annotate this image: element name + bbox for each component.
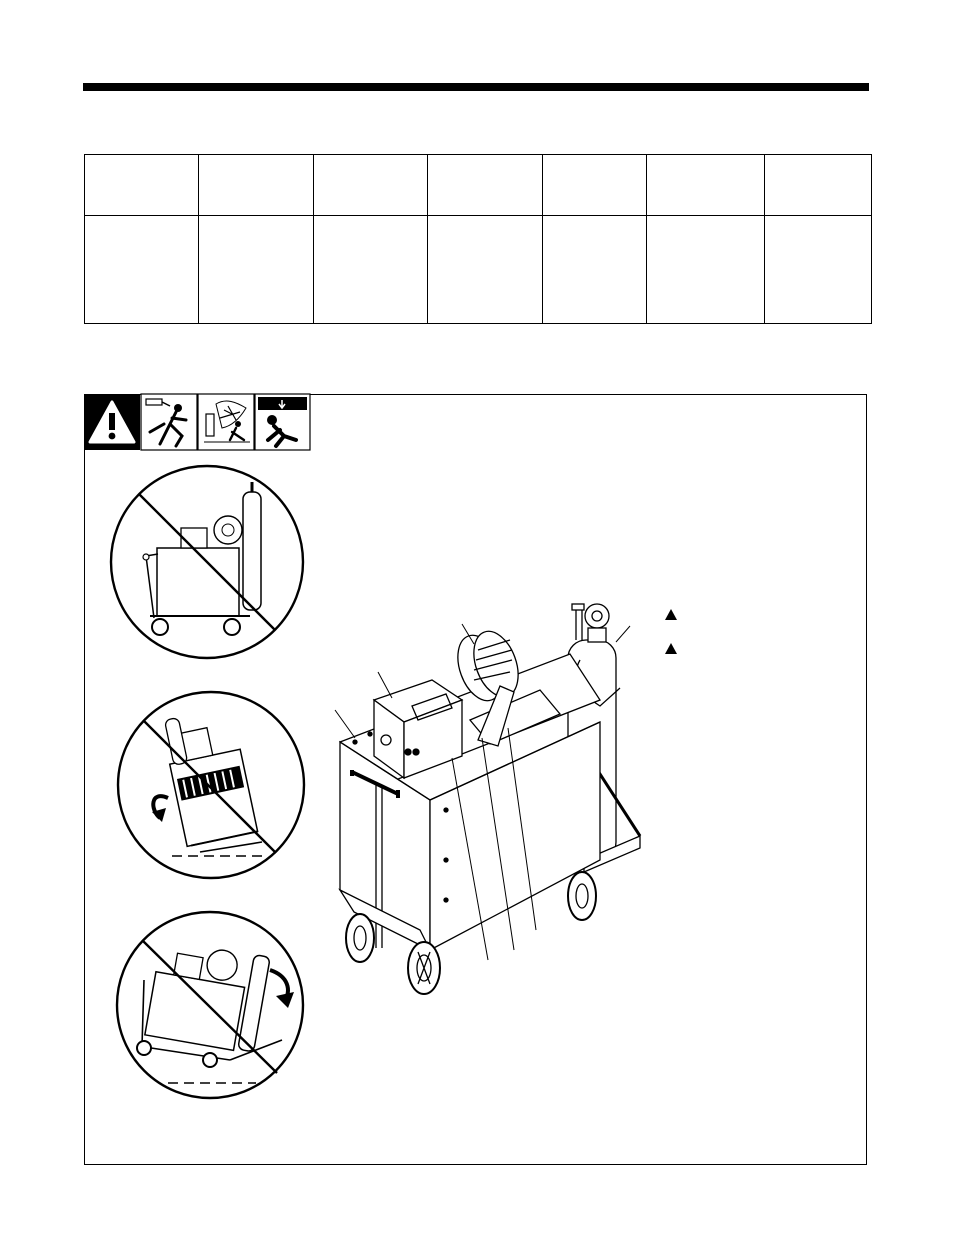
do-not-tip-right-icon — [117, 912, 303, 1098]
note-marker-icon — [665, 643, 677, 654]
do-not-lift-icon — [111, 466, 303, 658]
do-not-tip-left-icon — [118, 692, 304, 878]
welding-cart-illustration — [335, 604, 640, 994]
heavy-object-crush-icon — [255, 394, 310, 450]
warning-triangle-icon — [84, 394, 140, 450]
falling-equipment-icon — [198, 394, 254, 450]
note-marker-icon — [665, 609, 677, 620]
electric-shock-icon — [141, 394, 197, 450]
